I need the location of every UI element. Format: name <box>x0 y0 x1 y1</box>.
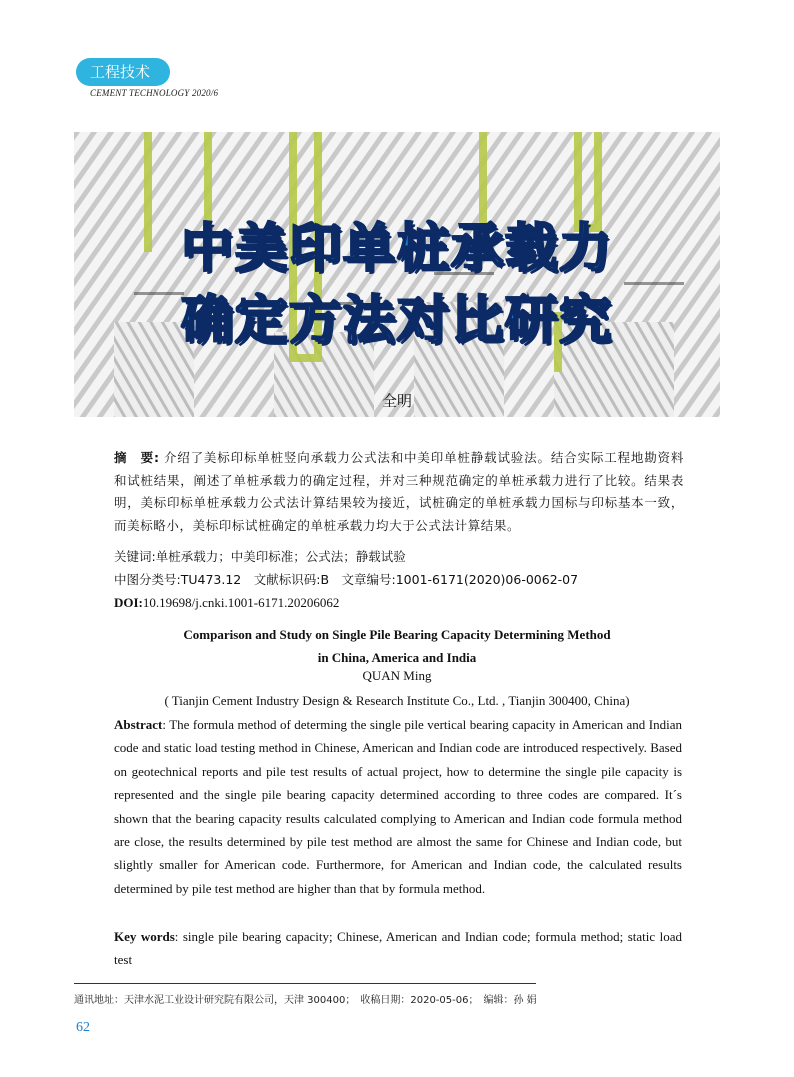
author-en: QUAN Ming <box>362 668 432 683</box>
title-cn-line2: 确定方法对比研究 <box>180 291 613 351</box>
keywords-en-label: Key words <box>114 929 175 944</box>
abstract-cn-label: 摘 要: <box>114 450 160 465</box>
title-en-line2: in China, America and India <box>317 650 477 665</box>
keywords-cn-label: 关键词: <box>114 549 156 564</box>
keywords-cn <box>114 546 684 569</box>
doi-text: 10.19698/j.cnki.1001-6171.20206062 <box>142 595 340 610</box>
abstract-en-label: Abstract <box>114 717 163 732</box>
classification-line: 中图分类号:TU473.12 文献标识码:B 文章编号:1001-6171(2020)06-0062-07 <box>114 572 579 587</box>
journal-header: CEMENT TECHNOLOGY 2020/6 <box>90 88 219 98</box>
institution-en: ( Tianjin Cement Industry Design & Research Institute Co., Ltd. , Tianjin 300400, China) <box>164 693 630 708</box>
title-en-line1: Comparison and Study on Single Pile Bearing Capacity Determining Method <box>183 627 611 642</box>
footnote: 通讯地址：天津水泥工业设计研究院有限公司，天津 300400； 收稿日期：2020-05-06； 编辑：孙 娟 <box>74 995 537 1006</box>
hero-banner <box>74 132 720 417</box>
page-number: 62 <box>76 1020 90 1035</box>
doi-line <box>114 592 684 615</box>
author-cn: 全明 <box>381 392 412 410</box>
abstract-cn <box>114 447 684 537</box>
section-tag: 工程技术 <box>76 58 170 86</box>
title-en <box>80 623 714 669</box>
keywords-en <box>114 925 682 972</box>
keywords-en-text: : single pile bearing capacity; Chinese, American and Indian code; formula method; static load test <box>114 929 682 968</box>
abstract-en <box>114 713 682 900</box>
footnote-divider <box>74 983 536 984</box>
abstract-en-text: : The formula method of determing the single pile vertical bearing capacity in American and Indian code and static load testing method in Chinese, American and Indian code are introduced respectively. Based on geotechnical reports and pile test results of actual project, how to determine the single pile capacity is represented and the single pile bearing capacity determined according to three codes are compared. It´s shown that the bearing capacity results calculated complying to American and Indian code formula method are close, the results determined by pile test method are almost the same for Chinese and Indian code, but slightly smaller for American code. Furthermore, for American and Indian code, the calculated results determined by pile test method are higher than that by formula method. <box>114 717 682 896</box>
doi-label: DOI: <box>114 595 143 610</box>
title-cn-line1: 中美印单桩承载力 <box>180 219 613 279</box>
keywords-cn-text: 单桩承载力；中美印标准；公式法；静载试验 <box>155 549 406 564</box>
abstract-cn-text: 介绍了美标印标单桩竖向承载力公式法和中美印单桩静载试验法。结合实际工程地勘资料和试桩结果，阐述了单桩承载力的确定过程，并对三种规范确定的单桩承载力进行了比较。结果表明，美标印标单桩承载力公式法计算结果较为接近，试桩确定的单桩承载力国标与印标基本一致，而美标略小，美标印标试桩确定的单桩承载力均大于公式法计算结果。 <box>114 450 685 533</box>
